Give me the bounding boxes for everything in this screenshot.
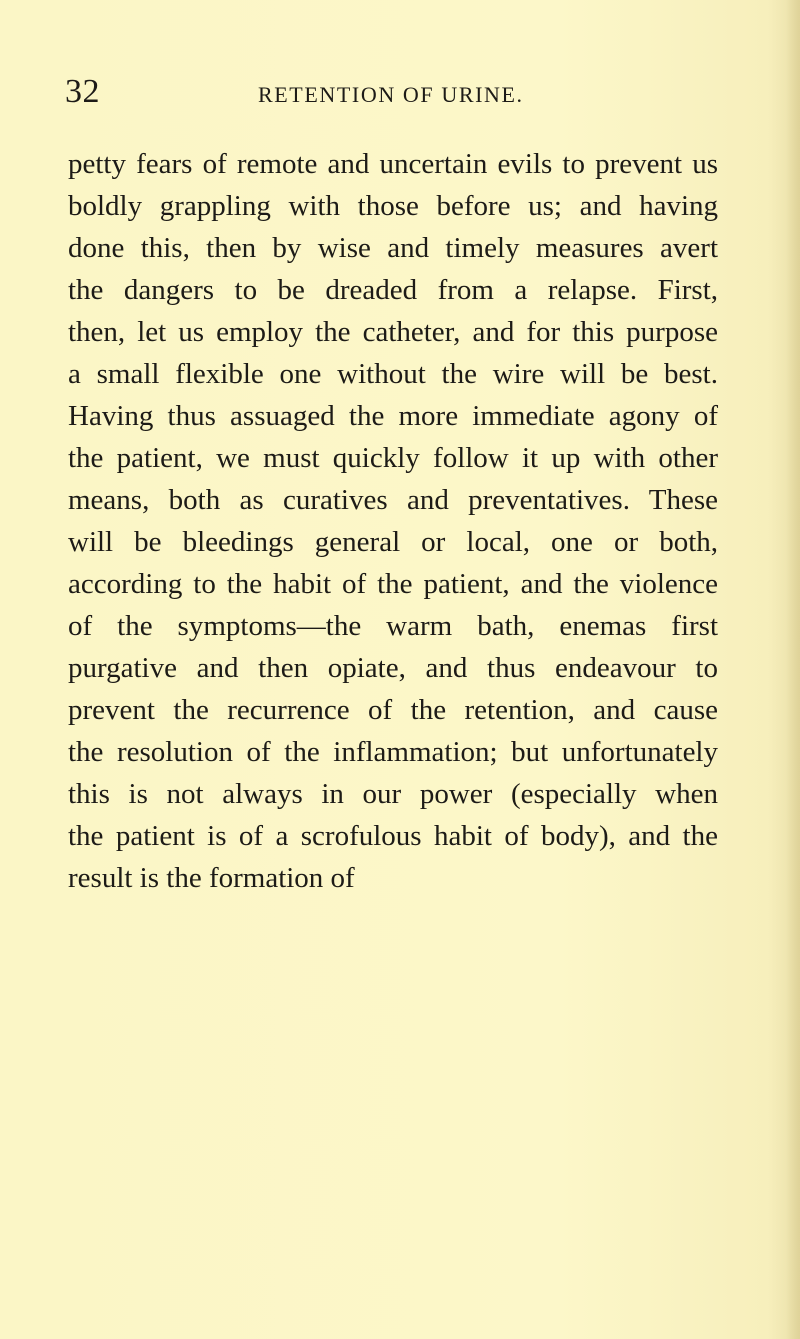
- text-line: prevent the recurrence of the retention, and cause: [68, 694, 718, 726]
- text-line: the patient, we must quickly follow it up with other: [68, 442, 718, 474]
- text-line: done this, then by wise and timely measures avert: [68, 232, 718, 264]
- text-line: purgative and then opiate, and thus endeavour to: [68, 652, 718, 684]
- text-line: means, both as curatives and preventatives. These: [68, 484, 718, 516]
- text-line: the patient is of a scrofulous habit of body), and the: [68, 820, 718, 852]
- text-line: Having thus assuaged the more immediate agony of: [68, 400, 718, 432]
- text-line: petty fears of remote and uncertain evils to prevent us: [68, 148, 718, 180]
- running-head: [65, 72, 725, 112]
- running-title: RETENTION OF URINE.: [258, 82, 524, 107]
- text-line: the resolution of the inflammation; but unfortunately: [68, 736, 718, 768]
- text-line: result is the formation of: [68, 862, 355, 894]
- text-line: then, let us employ the catheter, and for this purpose: [68, 316, 718, 348]
- text-line: of the symptoms—the warm bath, enemas first: [68, 610, 718, 642]
- text-line: boldly grappling with those before us; and having: [68, 190, 718, 222]
- body-paragraph: [68, 143, 718, 899]
- text-line: a small flexible one without the wire will be best.: [68, 358, 718, 390]
- page-number: 32: [65, 73, 100, 110]
- text-line: will be bleedings general or local, one or both,: [68, 526, 718, 558]
- page-edge-shadow: [786, 0, 800, 1339]
- text-line: this is not always in our power (especially when: [68, 778, 718, 810]
- text-line: the dangers to be dreaded from a relapse. First,: [68, 274, 718, 306]
- text-line: according to the habit of the patient, and the violence: [68, 568, 718, 600]
